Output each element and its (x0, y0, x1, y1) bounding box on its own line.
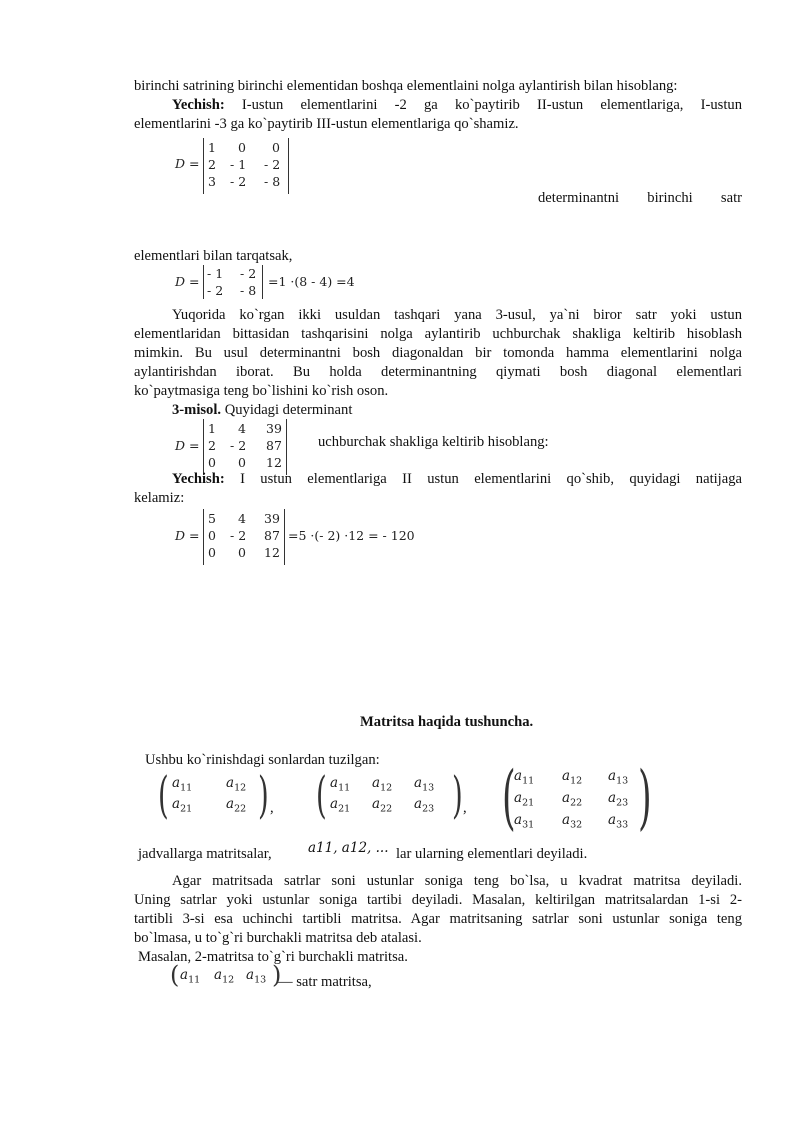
det-cell: - 2 (264, 157, 281, 172)
text-line: kelamiz: (134, 490, 185, 506)
text-line: Yuqorida ko`rgan ikki usuldan tashqari yana 3-usul, ya`ni biror satr yoki ustun (172, 307, 742, 323)
determinant-4 (203, 509, 285, 565)
det-cell: - 2 (230, 528, 247, 543)
det-cell: 0 (238, 455, 246, 470)
det-cell: - 2 (240, 266, 257, 281)
example-line (172, 402, 352, 419)
det-cell: - 2 (230, 174, 247, 189)
text-line: Agar matritsada satrlar soni ustunlar soniga teng bo`lsa, u kvadrat matritsa deyiladi. (172, 873, 742, 889)
right-paren-icon: ) (452, 766, 463, 824)
text-line: elementlarini -3 ga ko`paytirib III-ustun elementlariga qo`shamiz. (134, 116, 519, 132)
det-cell: 4 (238, 421, 246, 436)
det-cell: - 8 (264, 174, 281, 189)
right-paren-icon: ) (258, 766, 269, 824)
left-paren-icon: ( (502, 756, 516, 838)
text-line: tartibli 3-si esa uchinchi tartibli matritsa. Agar matritsaning satrlar soni ustunlar soniga teng (134, 911, 742, 927)
solution-line (134, 471, 742, 488)
text-line: determinantni birinchi satr (538, 190, 742, 206)
det-cell: 4 (238, 511, 246, 526)
det-cell: 5 (208, 511, 216, 526)
det-lhs: D = (175, 528, 200, 543)
det-cell: 1 (208, 140, 216, 155)
det-cell: 0 (238, 140, 246, 155)
det-cell: - 1 (230, 157, 247, 172)
text-line: aylantirishdan iborat. Bu holda determinantning qiymati bosh diagonal elementlari (134, 364, 742, 380)
text-line: Masalan, 2-matritsa to`g`ri burchakli matritsa. (138, 949, 408, 965)
det-result: =5 ·(- 2) ·12 = - 120 (288, 528, 415, 543)
det-cell: 0 (208, 528, 216, 543)
det-cell: - 1 (207, 266, 224, 281)
solution-text: I ustun elementlariga II ustun elementlarini qo`shib, quyidagi natijaga (240, 471, 742, 487)
example-text: Quyidagi determinant (224, 402, 353, 418)
det-cell: 3 (208, 174, 216, 189)
matrix-2x3: ( $a_{11}$ $a_{12}$ $a_{13}$ $a_{21}$ $a_{22}$ $a_{23}$ ) (316, 766, 463, 824)
det-cell: 2 (208, 157, 216, 172)
det-cell: 2 (208, 438, 216, 453)
text-line: Ushbu ko`rinishdagi sonlardan tuzilgan: (145, 752, 380, 768)
det-cell: 0 (208, 455, 216, 470)
det-cell: 0 (208, 545, 216, 560)
left-paren-icon: ( (316, 766, 327, 824)
text-line: ko`paytmasiga teng bo`lishini ko`rish oson. (134, 383, 389, 399)
determinant-1 (203, 138, 289, 194)
text-line: jadvallarga matritsalar, (138, 846, 272, 862)
solution-line (134, 97, 742, 114)
det-cell: 0 (272, 140, 280, 155)
right-paren-icon: ) (638, 756, 652, 838)
det-lhs: D = (175, 274, 200, 289)
matrix-2x2: ( $a_{11}$ $a_{12}$ $a_{21}$ $a_{22}$ ) (158, 766, 269, 824)
det-cell: - 2 (230, 438, 247, 453)
det-cell: 0 (238, 545, 246, 560)
solution-label: Yechish: (172, 471, 225, 487)
determinant-2 (203, 265, 263, 299)
det-cell: - 2 (207, 283, 224, 298)
text-line: mimkin. Bu usul determinantni bosh diagonaldan bir tomonda hamma elementlarini nolga (134, 345, 742, 361)
left-paren-icon: ( (170, 961, 180, 989)
left-paren-icon: ( (158, 766, 169, 824)
right-paren-icon: ) (272, 961, 282, 989)
det-result: =1 ·(8 - 4) =4 (268, 274, 355, 289)
solution-label: Yechish: (172, 97, 225, 113)
text-line: Uning satrlar yoki ustunlar soniga tartibi deyiladi. Masalan, keltirilgan matritsalardan 1-si 2- (134, 892, 742, 908)
det-cell: - 8 (240, 283, 257, 298)
det-cell: 39 (264, 511, 280, 526)
element-list: a11, a12, ... (308, 840, 389, 856)
det-cell: 12 (266, 455, 282, 470)
text-line: birinchi satrining birinchi elementidan boshqa elementlaini nolga aylantirish bilan hisoblang: (134, 78, 678, 94)
solution-text: I-ustun elementlarini -2 ga ko`paytirib II-ustun elementlariga, I-ustun (241, 97, 742, 113)
matrix-3x3: ( $a_{11}$ $a_{12}$ $a_{13}$ $a_{21}$ $a_{22}$ $a_{23}$ $a_{31}$ $a_{32}$ $a_{33}$ ) (502, 756, 652, 838)
det-cell: 87 (264, 528, 280, 543)
example-label: 3-misol. (172, 402, 222, 418)
text-line: lar ularning elementlari deyiladi. (396, 846, 588, 862)
det-cell: 39 (266, 421, 282, 436)
det-lhs: D = (175, 438, 200, 453)
comma: , (270, 800, 274, 816)
det-cell: 1 (208, 421, 216, 436)
determinant-3 (203, 419, 287, 475)
row-matrix: ( $a_{11}$ $a_{12}$ $a_{13}$ ) (170, 961, 282, 989)
det-cell: 12 (264, 545, 280, 560)
comma: , (463, 800, 467, 816)
text-line: elementlaridan bittasidan tashqarisini nolga aylantirib uchburchak shakliga keltirib hisoblash (134, 326, 742, 342)
text-line: elementlari bilan tarqatsak, (134, 248, 293, 264)
text-line: bo`lmasa, u to`g`ri burchakli matritsa deb atalasi. (134, 930, 422, 946)
text-line: uchburchak shakliga keltirib hisoblang: (318, 434, 549, 450)
text-line: — satr matritsa, (278, 974, 372, 990)
det-cell: 87 (266, 438, 282, 453)
section-heading: Matritsa haqida tushuncha. (360, 714, 534, 730)
det-lhs: D = (175, 156, 200, 171)
